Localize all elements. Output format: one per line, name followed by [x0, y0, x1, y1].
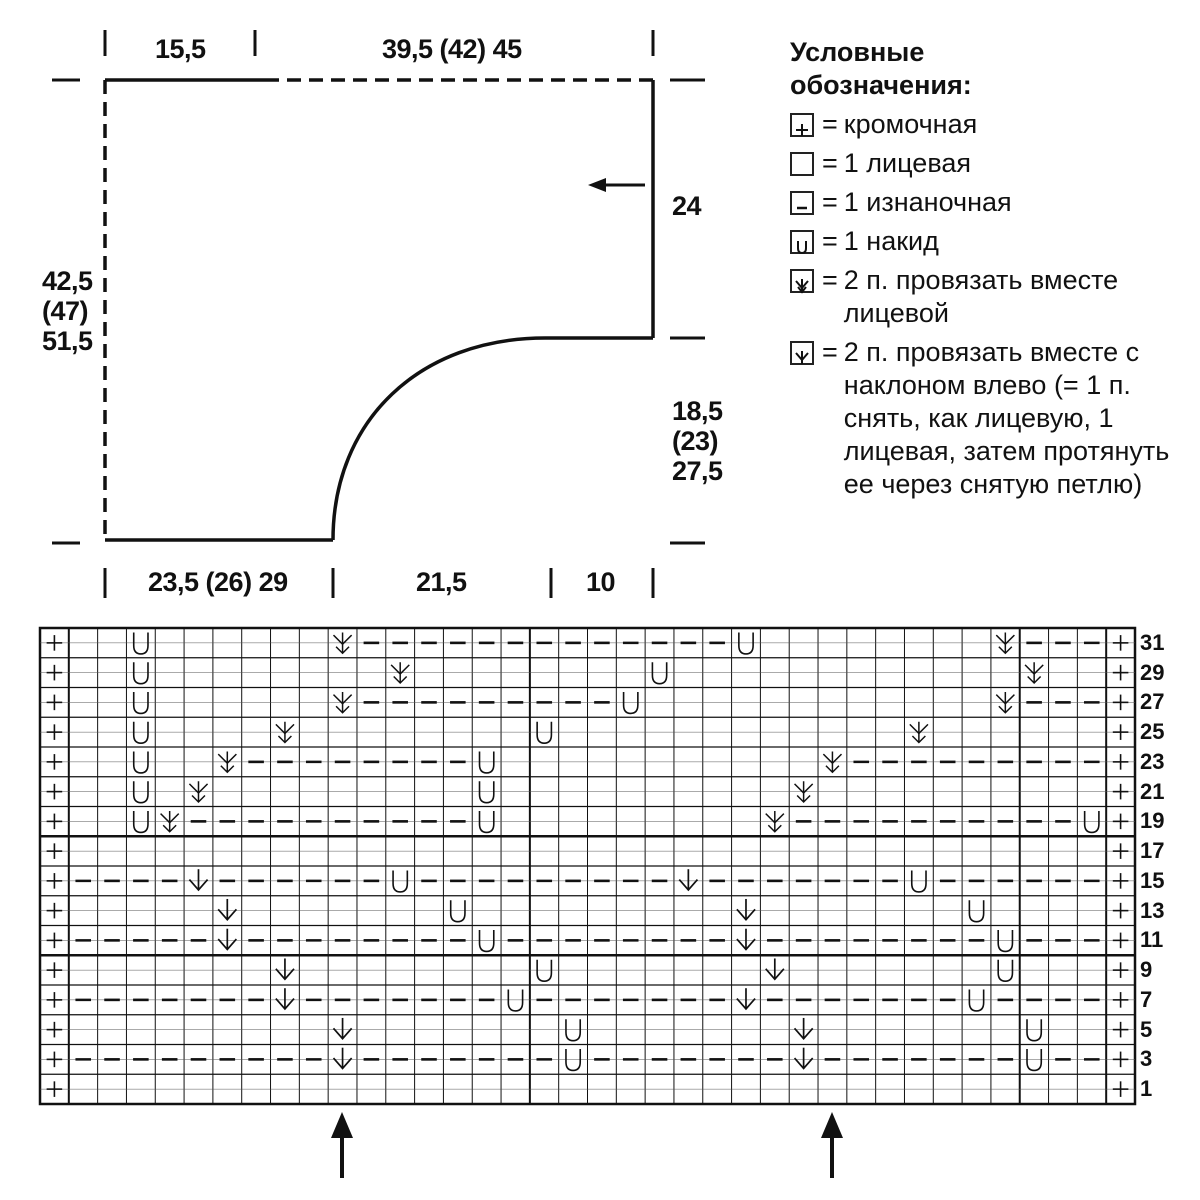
edge-stitch-icon [47, 843, 63, 859]
edge-stitch-icon [1113, 962, 1129, 978]
ssk-icon [218, 929, 236, 950]
yarn-over-icon [480, 781, 494, 802]
ssk-icon [189, 869, 207, 890]
ssk-icon [795, 1048, 813, 1069]
yarn-over-icon [480, 811, 494, 832]
legend-item [790, 336, 1170, 501]
legend-equals: = [822, 109, 838, 139]
yarn-over-icon [393, 871, 407, 892]
legend-item [790, 108, 1170, 141]
row-number: 15 [1140, 867, 1165, 893]
legend-text: 1 накид [843, 226, 939, 256]
edge-stitch-icon [1113, 784, 1129, 800]
yarn-over-icon [134, 662, 148, 683]
edge-stitch-icon [47, 635, 63, 651]
legend-equals: = [822, 226, 838, 256]
edge-stitch-icon [1113, 1081, 1129, 1097]
row-number: 1 [1140, 1076, 1153, 1102]
yarn-over-icon [134, 752, 148, 773]
yarn-over-icon [739, 633, 753, 654]
row-number: 7 [1140, 986, 1153, 1012]
ssk-icon [679, 869, 697, 890]
row-number: 23 [1140, 748, 1165, 774]
yarn-over-icon [134, 633, 148, 654]
yarn-over-icon [134, 811, 148, 832]
edge-stitch-icon [1113, 992, 1129, 1008]
dim-right-armhole: 24 [672, 191, 702, 221]
direction-arrow-head-icon [588, 178, 606, 192]
edge-stitch-icon [1113, 903, 1129, 919]
yarn-over-icon [1085, 811, 1099, 832]
edge-stitch-icon [1113, 843, 1129, 859]
arrow-up-icon [821, 1112, 843, 1138]
row-number: 13 [1140, 897, 1165, 923]
edge-stitch-icon [1113, 695, 1129, 711]
ssk-icon [737, 988, 755, 1009]
row-number: 11 [1140, 927, 1164, 953]
legend-text: 2 п. провязать вместе с наклоном влево (= 1 п. снять, как лицевую, 1 лицевая, затем протянуть ее через снятую петлю) [843, 337, 1170, 499]
legend-equals: = [822, 148, 838, 178]
legend-item [790, 147, 1170, 180]
yarn-over-icon [134, 781, 148, 802]
dim-top-width: 39,5 (42) 45 [382, 34, 522, 64]
yarn-over-icon [566, 1049, 580, 1070]
edge-stitch-icon [47, 784, 63, 800]
edge-stitch-icon [47, 724, 63, 740]
pattern-repeat-arrows [331, 1112, 843, 1178]
legend [790, 36, 1170, 507]
ssk-icon [766, 958, 784, 979]
legend-equals: = [822, 265, 838, 295]
edge-stitch-icon [47, 1052, 63, 1068]
yarn-over-icon [624, 692, 638, 713]
yarn-over-icon [451, 900, 465, 921]
row-number: 17 [1140, 838, 1165, 864]
edge-stitch-icon [47, 992, 63, 1008]
row-number: 19 [1140, 808, 1165, 834]
dim-top-shoulder: 15,5 [155, 34, 206, 64]
armhole-curve [333, 338, 653, 540]
ssk-icon [737, 899, 755, 920]
legend-text: 1 изнаночная [843, 187, 1012, 217]
row-number: 9 [1140, 957, 1153, 983]
dim-bottom-1: 23,5 (26) 29 [148, 567, 288, 597]
dim-left-line1: 42,5 [42, 266, 93, 296]
legend-title [790, 36, 1170, 102]
edge-stitch-icon [790, 113, 814, 137]
edge-stitch-icon [1113, 1022, 1129, 1038]
edge-stitch-icon [1113, 873, 1129, 889]
dim-left-length [42, 268, 93, 355]
legend-equals: = [822, 337, 838, 367]
edge-stitch-icon [1113, 1052, 1129, 1068]
edge-stitch-icon [1113, 933, 1129, 949]
legend-text: 1 лицевая [843, 148, 971, 178]
yarn-over-icon [1027, 1019, 1041, 1040]
legend-title-line1: Условные [790, 37, 925, 67]
legend-item [790, 264, 1170, 330]
legend-items [790, 108, 1170, 501]
legend-item [790, 225, 1170, 258]
edge-stitch-icon [47, 665, 63, 681]
edge-stitch-icon [47, 962, 63, 978]
dim-right-line1: 18,5 [672, 396, 723, 426]
legend-text: кромочная [843, 109, 978, 139]
garment-schematic [52, 30, 705, 598]
edge-stitch-icon [47, 1022, 63, 1038]
yarn-over-icon [134, 692, 148, 713]
edge-stitch-icon [47, 695, 63, 711]
k2tog-icon [790, 269, 814, 293]
yarn-over-icon [790, 230, 814, 254]
row-number: 3 [1140, 1046, 1153, 1072]
yarn-over-icon [566, 1019, 580, 1040]
edge-stitch-icon [47, 903, 63, 919]
arrow-up-icon [331, 1112, 353, 1138]
row-number: 31 [1140, 629, 1165, 655]
yarn-over-icon [998, 930, 1012, 951]
ssk-icon [276, 958, 294, 979]
ssk-icon [333, 1048, 351, 1069]
ssk-icon [333, 1018, 351, 1039]
ssk-icon [737, 929, 755, 950]
yarn-over-icon [134, 722, 148, 743]
ssk-icon [795, 1018, 813, 1039]
dim-left-line2: (47) [42, 296, 89, 326]
dim-right-line2: (23) [672, 426, 719, 456]
row-number: 27 [1140, 689, 1165, 715]
row-number: 21 [1140, 778, 1165, 804]
edge-stitch-icon [1113, 724, 1129, 740]
knitting-chart [40, 628, 1135, 1104]
dim-right-line3: 27,5 [672, 456, 723, 486]
dim-bottom-3: 10 [586, 567, 616, 597]
edge-stitch-icon [1113, 665, 1129, 681]
edge-stitch-icon [1113, 635, 1129, 651]
yarn-over-icon [998, 960, 1012, 981]
edge-stitch-icon [47, 1081, 63, 1097]
legend-text: 2 п. провязать вместе лицевой [843, 265, 1119, 328]
dim-bottom-2: 21,5 [416, 567, 467, 597]
row-number: 29 [1140, 659, 1165, 685]
yarn-over-icon [480, 752, 494, 773]
dim-left-line3: 51,5 [42, 326, 93, 356]
edge-stitch-icon [47, 873, 63, 889]
yarn-over-icon [969, 900, 983, 921]
row-number: 5 [1140, 1016, 1153, 1042]
purl-stitch-icon [790, 191, 814, 215]
yarn-over-icon [480, 930, 494, 951]
legend-title-line2: обозначения: [790, 70, 972, 100]
edge-stitch-icon [47, 754, 63, 770]
edge-stitch-icon [1113, 754, 1129, 770]
yarn-over-icon [652, 662, 666, 683]
ssk-icon [218, 899, 236, 920]
yarn-over-icon [1027, 1049, 1041, 1070]
yarn-over-icon [537, 722, 551, 743]
edge-stitch-icon [47, 814, 63, 830]
edge-stitch-icon [47, 933, 63, 949]
legend-item [790, 186, 1170, 219]
yarn-over-icon [969, 990, 983, 1011]
dim-right-side [672, 398, 723, 485]
ssk-icon [276, 988, 294, 1009]
yarn-over-icon [508, 990, 522, 1011]
edge-stitch-icon [1113, 814, 1129, 830]
yarn-over-icon [912, 871, 926, 892]
yarn-over-icon [537, 960, 551, 981]
legend-equals: = [822, 187, 838, 217]
ssk-icon [790, 341, 814, 365]
row-number: 25 [1140, 719, 1165, 745]
knit-stitch-icon [790, 152, 814, 176]
